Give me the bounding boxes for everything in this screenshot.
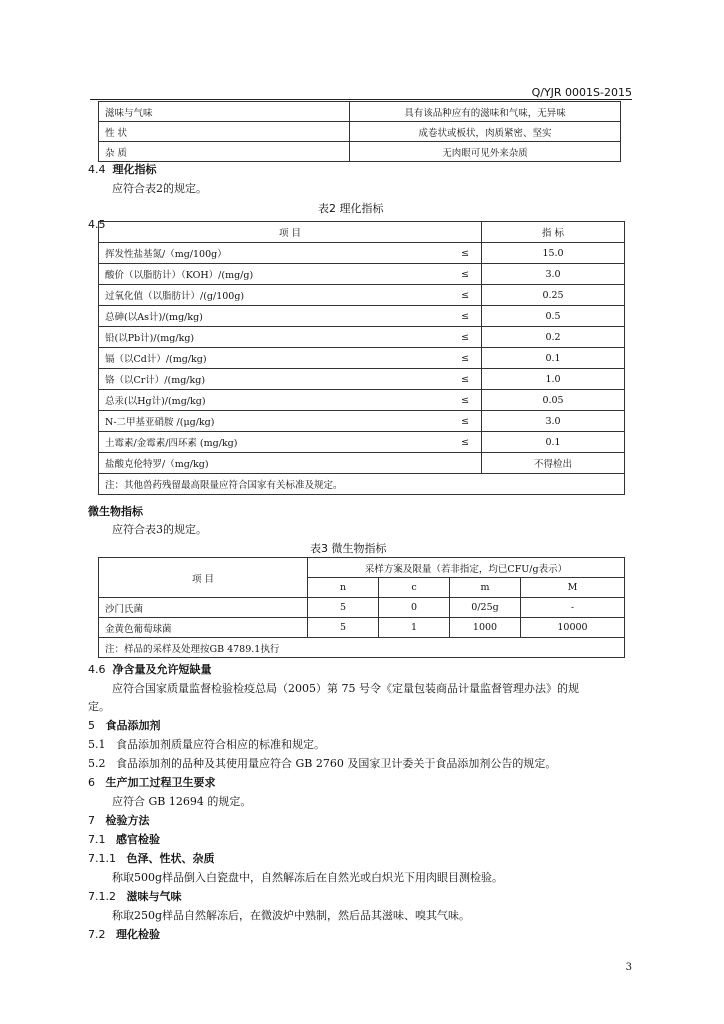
table-subheader-c: c — [379, 578, 450, 598]
section-7-heading — [88, 812, 150, 828]
table-row — [99, 598, 625, 618]
parameter-name: N-二甲基亚硝胺 /(μg/kg) — [99, 411, 327, 432]
microbe-m-cell: 0/25g — [450, 598, 521, 618]
section-title: 净含量及允许短缺量 — [112, 663, 212, 676]
section-7-2-heading — [88, 926, 160, 942]
parameter-value: 0.1 — [482, 432, 625, 453]
section-title: 微生物指标 — [88, 505, 143, 518]
table-row — [99, 618, 625, 638]
parameter-name: 盐酸克伦特罗/（mg/kg) — [99, 453, 327, 474]
table-note: 注：其他兽药残留最高限量应符合国家有关标准及规定。 — [99, 474, 625, 495]
section-micro-text: 应符合表3的规定。 — [112, 523, 207, 536]
section-number: 4.4 — [88, 163, 106, 176]
section-number: 4.6 — [88, 663, 106, 676]
microbe-c-cell: 1 — [379, 618, 450, 638]
section-number: 5.2 — [88, 757, 106, 770]
table2-caption: 表2 理化指标 — [318, 202, 384, 215]
section-title: 理化指标 — [112, 163, 157, 176]
table-row — [99, 369, 625, 390]
section-number: 7.1.2 — [88, 890, 116, 903]
table-cell: 具有该品种应有的滋味和气味，无异味 — [350, 102, 621, 122]
section-number: 7.1 — [88, 833, 106, 846]
section-title: 滋味与气味 — [126, 890, 182, 903]
microbe-M-cell: - — [521, 598, 625, 618]
table3-caption: 表3 微生物指标 — [310, 542, 387, 555]
section-text: 食品添加剂质量应符合相应的标准和规定。 — [116, 738, 325, 751]
section-5-2 — [88, 755, 556, 771]
table-row — [99, 453, 625, 474]
table-cell: 滋味与气味 — [99, 102, 350, 122]
table-row — [99, 285, 625, 306]
comparator: ≤ — [326, 390, 482, 411]
section-5-heading — [88, 717, 161, 733]
table-note-row — [99, 638, 625, 658]
section-micro-heading — [88, 503, 143, 519]
section-4-6-text-line1: 应符合国家质量监督检验检疫总局（2005）第 75 号令《定量包装商品计量监督管理办法》的规 — [112, 682, 579, 695]
parameter-name: 总汞(以Hg计)/(mg/kg) — [99, 390, 327, 411]
table-note: 注：样品的采样及处理按GB 4789.1执行 — [99, 638, 625, 658]
parameter-name: 过氧化值（以脂肪计）/(g/100g) — [99, 285, 327, 306]
section-7-1-1-heading — [88, 850, 215, 866]
section-6-heading — [88, 774, 216, 790]
table-row — [99, 243, 625, 264]
microbe-name-cell: 金黄色葡萄球菌 — [99, 618, 308, 638]
section-number: 7.2 — [88, 928, 106, 941]
microbial-table — [98, 557, 625, 658]
section-number: 5.1 — [88, 738, 106, 751]
comparator — [326, 453, 482, 474]
section-number: 5 — [88, 719, 95, 732]
section-7-1-2-heading — [88, 888, 182, 904]
parameter-name: 总砷(以As计)/(mg/kg) — [99, 306, 327, 327]
section-title: 食品添加剂 — [105, 719, 161, 732]
table-header-item: 项 目 — [99, 558, 308, 598]
section-7-1-heading — [88, 831, 160, 847]
section-4-5-number: 4.5 — [88, 218, 106, 231]
page-number: 3 — [625, 962, 632, 973]
parameter-value: 1.0 — [482, 369, 625, 390]
parameter-value: 3.0 — [482, 264, 625, 285]
parameter-name: 土霉素/金霉素/四环素 (mg/kg) — [99, 432, 327, 453]
comparator: ≤ — [326, 369, 482, 390]
microbe-m-cell: 1000 — [450, 618, 521, 638]
microbe-M-cell: 10000 — [521, 618, 625, 638]
microbe-c-cell: 0 — [379, 598, 450, 618]
table-header-value: 指 标 — [482, 222, 625, 243]
microbe-n-cell: 5 — [308, 618, 379, 638]
table-row — [99, 327, 625, 348]
table-row — [99, 432, 625, 453]
section-title: 色泽、性状、杂质 — [126, 852, 215, 865]
section-4-4-heading — [88, 161, 157, 177]
section-4-6-heading — [88, 661, 212, 677]
table-row — [99, 264, 625, 285]
parameter-value: 0.25 — [482, 285, 625, 306]
parameter-value: 15.0 — [482, 243, 625, 264]
sensory-table — [98, 101, 621, 162]
section-7-1-2-text: 称取250g样品自然解冻后，在微波炉中熟制，然后品其滋味、嗅其气味。 — [112, 909, 471, 922]
table-header-plan: 采样方案及限量（若非指定，均已CFU/g表示） — [308, 558, 625, 578]
table-cell: 性 状 — [99, 122, 350, 142]
comparator: ≤ — [326, 306, 482, 327]
section-title: 生产加工过程卫生要求 — [105, 776, 216, 789]
parameter-name: 酸价（以脂肪计）（KOH）/(mg/g) — [99, 264, 327, 285]
table-cell: 成卷状或板状，肉质紧密、坚实 — [350, 122, 621, 142]
table-subheader-n: n — [308, 578, 379, 598]
table-note-row — [99, 474, 625, 495]
section-title: 感官检验 — [116, 833, 160, 846]
table-cell: 无肉眼可见外来杂质 — [350, 142, 621, 162]
table-row — [99, 122, 621, 142]
physicochemical-table — [98, 221, 625, 495]
microbe-name-cell: 沙门氏菌 — [99, 598, 308, 618]
microbe-n-cell: 5 — [308, 598, 379, 618]
comparator: ≤ — [326, 411, 482, 432]
parameter-name: 挥发性盐基氮/（mg/100g） — [99, 243, 327, 264]
section-7-1-1-text: 称取500g样品倒入白瓷盘中，自然解冻后在自然光或白炽光下用肉眼目测检验。 — [112, 871, 504, 884]
table-row — [99, 390, 625, 411]
parameter-value: 0.2 — [482, 327, 625, 348]
section-4-4-text: 应符合表2的规定。 — [112, 182, 207, 195]
table-subheader-m: m — [450, 578, 521, 598]
comparator: ≤ — [326, 327, 482, 348]
section-title: 理化检验 — [116, 928, 160, 941]
parameter-name: 铅(以Pb计)/(mg/kg) — [99, 327, 327, 348]
parameter-value: 0.1 — [482, 348, 625, 369]
table-row — [99, 348, 625, 369]
parameter-name: 镉（以Cd计）/(mg/kg) — [99, 348, 327, 369]
section-text: 食品添加剂的品种及其使用量应符合 GB 2760 及国家卫计委关于食品添加剂公告的规定。 — [116, 757, 557, 770]
document-code: Q/YJR 0001S-2015 — [531, 86, 632, 99]
parameter-value: 不得检出 — [482, 453, 625, 474]
table-row — [99, 102, 621, 122]
section-4-6-text-line2: 定。 — [88, 700, 110, 713]
parameter-value: 0.05 — [482, 390, 625, 411]
comparator: ≤ — [326, 348, 482, 369]
table-row — [99, 142, 621, 162]
table-row — [99, 306, 625, 327]
comparator: ≤ — [326, 264, 482, 285]
section-number: 7.1.1 — [88, 852, 116, 865]
header-rule — [90, 99, 632, 100]
table-row — [99, 411, 625, 432]
section-5-1 — [88, 736, 325, 752]
table-header-item: 项 目 — [99, 222, 482, 243]
table-subheader-M: M — [521, 578, 625, 598]
section-6-text: 应符合 GB 12694 的规定。 — [112, 795, 252, 808]
comparator: ≤ — [326, 432, 482, 453]
comparator: ≤ — [326, 243, 482, 264]
table-header-row — [99, 222, 625, 243]
table-header-row — [99, 558, 625, 578]
section-number: 7 — [88, 814, 95, 827]
section-number: 6 — [88, 776, 95, 789]
comparator: ≤ — [326, 285, 482, 306]
parameter-name: 铬（以Cr计）/(mg/kg) — [99, 369, 327, 390]
parameter-value: 3.0 — [482, 411, 625, 432]
parameter-value: 0.5 — [482, 306, 625, 327]
table-cell: 杂 质 — [99, 142, 350, 162]
section-title: 检验方法 — [105, 814, 150, 827]
